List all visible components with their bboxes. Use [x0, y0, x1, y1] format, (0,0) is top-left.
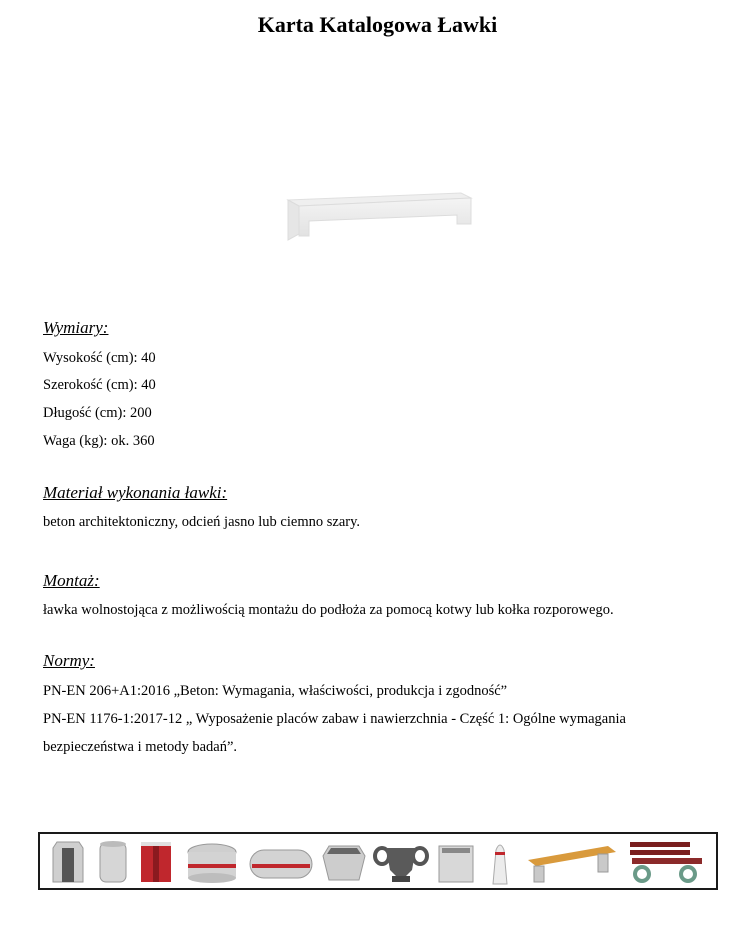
mounting-heading: Montaż:: [43, 571, 100, 590]
red-bin-icon: [139, 840, 173, 884]
page-title: Karta Katalogowa Ławki: [257, 12, 498, 37]
dimensions-heading: Wymiary:: [43, 318, 109, 337]
hexagonal-planter-icon: [321, 840, 367, 884]
wood-bench-icon: [526, 840, 618, 884]
dimension-length: Długość (cm): 200: [43, 405, 152, 421]
material-heading: Materiał wykonania ławki:: [43, 483, 228, 502]
round-planter-icon: [186, 840, 238, 884]
round-bin-icon: [97, 840, 129, 884]
mounting-text: ławka wolnostojąca z możliwością montażu do podłoża za pomocą kotwy lub kołka rozporowego.: [43, 602, 614, 618]
vase-planter-icon: [372, 840, 430, 884]
dimension-weight: Waga (kg): ok. 360: [43, 433, 155, 449]
norm-line-2: PN-EN 1176-1:2017-12 „ Wyposażenie placów zabaw i nawierzchnia - Część 1: Ogólne wymagania: [43, 711, 626, 727]
hexagonal-bin-icon: [51, 840, 85, 884]
norms-heading: Normy:: [43, 651, 95, 670]
backrest-bench-icon: [626, 840, 706, 884]
norm-line-3: bezpieczeństwa i metody badań”.: [43, 739, 238, 755]
bollard-icon: [490, 840, 510, 886]
square-planter-icon: [436, 840, 476, 884]
dimension-height: Wysokość (cm): 40: [43, 350, 156, 366]
norm-line-1: PN-EN 206+A1:2016 „Beton: Wymagania, właściwości, produkcja i zgodność”: [43, 683, 508, 699]
material-text: beton architektoniczny, odcień jasno lub ciemno szary.: [43, 514, 361, 530]
dimension-width: Szerokość (cm): 40: [43, 377, 156, 393]
product-strip: [38, 832, 718, 890]
bench-product-image: [285, 188, 475, 246]
oval-planter-icon: [248, 840, 314, 884]
